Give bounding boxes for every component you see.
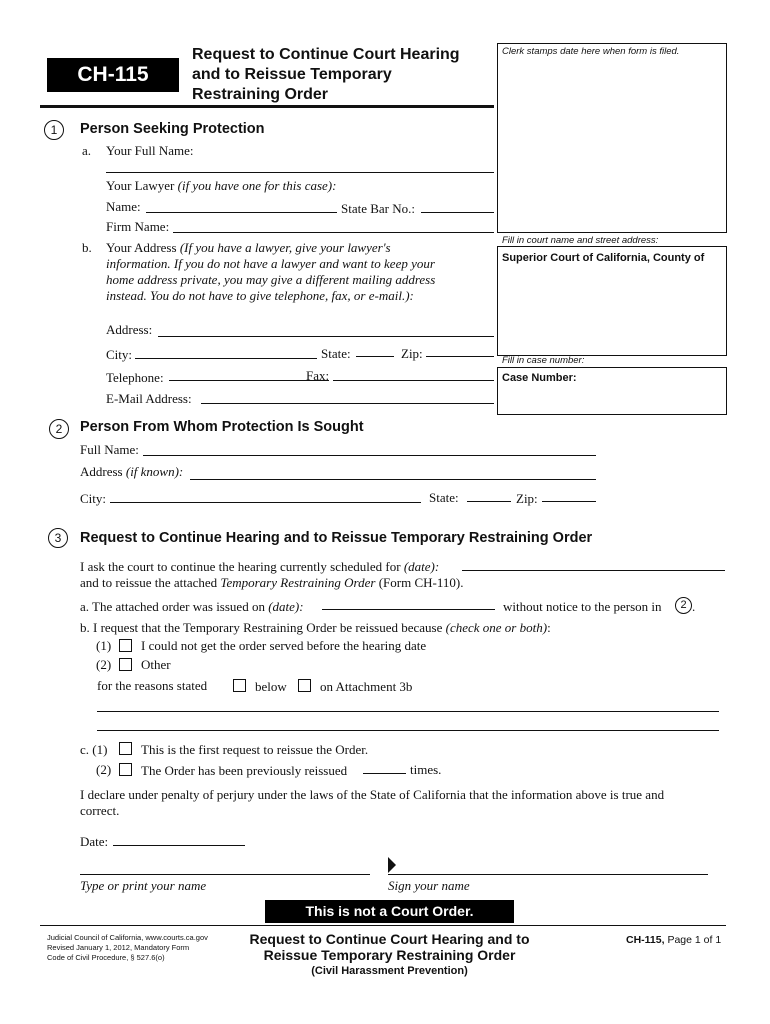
footer-page-info bbox=[626, 934, 721, 946]
section-3-title: Request to Continue Hearing and to Reissue Temporary Restraining Order bbox=[80, 530, 593, 546]
lawyer-name-input[interactable] bbox=[146, 198, 337, 212]
fax-line bbox=[333, 380, 494, 381]
restrained-city-label: City: bbox=[80, 491, 107, 506]
reasons-stated-label: for the reasons stated bbox=[97, 678, 208, 693]
fax-label: Fax: bbox=[306, 368, 330, 383]
state-label: State: bbox=[321, 346, 351, 361]
email-label: E-Mail Address: bbox=[106, 391, 192, 406]
state-bar-label: State Bar No.: bbox=[341, 201, 416, 216]
footer-rule bbox=[40, 925, 726, 926]
restrained-zip-input[interactable] bbox=[542, 487, 596, 501]
section-3-number: 3 bbox=[48, 528, 68, 548]
hearing-date-input[interactable] bbox=[462, 556, 725, 570]
item-3a-lead: a. The attached order was issued on bbox=[80, 599, 269, 614]
restrained-name-label: Full Name: bbox=[80, 442, 139, 457]
email-line bbox=[201, 403, 494, 404]
fax-input[interactable] bbox=[333, 366, 494, 380]
reissue-text bbox=[80, 575, 463, 591]
reason-2-checkbox[interactable] bbox=[119, 658, 132, 671]
header-rule bbox=[40, 105, 494, 108]
first-request-checkbox[interactable] bbox=[119, 742, 132, 755]
case-number-label: Case Number: bbox=[502, 372, 577, 384]
clerk-stamp-box bbox=[497, 43, 727, 233]
reissue-text-a: and to reissue the attached bbox=[80, 575, 221, 590]
signature-line bbox=[388, 874, 708, 875]
your-address-note-1: (If you have a lawyer, give your lawyer's bbox=[179, 240, 391, 255]
footer-subtitle: (Civil Harassment Prevention) bbox=[311, 965, 468, 977]
zip-label: Zip: bbox=[401, 346, 423, 361]
item-3b-lead: b. I request that the Temporary Restraining Order be reissued because bbox=[80, 620, 446, 635]
lawyer-name-line bbox=[146, 212, 337, 213]
lawyer-name-label: Name: bbox=[106, 199, 141, 214]
state-bar-input[interactable] bbox=[421, 198, 494, 212]
date-line bbox=[113, 845, 245, 846]
full-name-input[interactable] bbox=[106, 158, 494, 172]
item-3c-label: c. (1) bbox=[80, 742, 108, 757]
section-2-number: 2 bbox=[49, 419, 69, 439]
restrained-zip-line bbox=[542, 501, 596, 502]
order-issued-date-line bbox=[322, 609, 495, 610]
hearing-date-label: (date): bbox=[403, 559, 440, 574]
restrained-state-label: State: bbox=[429, 490, 459, 505]
form-title bbox=[192, 45, 460, 105]
court-name-label: Superior Court of California, County of bbox=[502, 252, 705, 264]
restrained-city-line bbox=[110, 502, 421, 503]
item-3a-text bbox=[80, 599, 304, 615]
telephone-label: Telephone: bbox=[106, 370, 164, 385]
restrained-state-input[interactable] bbox=[467, 487, 511, 501]
section-1-number: 1 bbox=[44, 120, 64, 140]
state-bar-line bbox=[421, 212, 494, 213]
reason-1-checkbox[interactable] bbox=[119, 639, 132, 652]
restrained-city-input[interactable] bbox=[110, 488, 421, 502]
reason-1-label: I could not get the order served before the hearing date bbox=[141, 638, 427, 653]
restrained-address-text: Address bbox=[80, 464, 126, 479]
print-name-input[interactable] bbox=[80, 860, 370, 874]
footer-citation-3: Code of Civil Procedure, § 527.6(o) bbox=[47, 953, 165, 962]
telephone-line bbox=[169, 380, 329, 381]
form-id-badge: CH-115 bbox=[47, 58, 179, 92]
print-name-line bbox=[80, 874, 370, 875]
city-input[interactable] bbox=[135, 344, 317, 358]
reissue-text-c: (Form CH-110). bbox=[375, 575, 464, 590]
declaration-line-1: I declare under penalty of perjury under the laws of the State of California that the information above is true and bbox=[80, 787, 665, 802]
reasons-attachment-label: on Attachment 3b bbox=[320, 679, 413, 694]
zip-input[interactable] bbox=[426, 342, 494, 356]
reasons-below-label: below bbox=[255, 679, 287, 694]
footer-title bbox=[227, 931, 552, 979]
lawyer-note: (if you have one for this case): bbox=[177, 178, 337, 193]
reason-2-number: (2) bbox=[96, 657, 112, 672]
restrained-address-input[interactable] bbox=[190, 465, 596, 479]
reissue-count-input[interactable] bbox=[363, 759, 406, 773]
signature-input[interactable] bbox=[400, 860, 708, 874]
state-input[interactable] bbox=[356, 342, 394, 356]
reason-1-number: (1) bbox=[96, 638, 112, 653]
section-1-title: Person Seeking Protection bbox=[80, 121, 265, 137]
previously-reissued-number: (2) bbox=[96, 762, 112, 777]
previously-reissued-label: The Order has been previously reissued bbox=[141, 763, 348, 778]
restrained-state-line bbox=[467, 501, 511, 502]
hearing-date-line bbox=[462, 570, 725, 571]
section-2-title: Person From Whom Protection Is Sought bbox=[80, 419, 364, 435]
hearing-request-lead: I ask the court to continue the hearing currently scheduled for bbox=[80, 559, 404, 574]
full-name-line bbox=[106, 172, 494, 173]
restrained-address-note: (if known): bbox=[125, 464, 184, 479]
footer-citation-1: Judicial Council of California, www.courts.ca.gov bbox=[47, 933, 208, 942]
reasons-attachment-checkbox[interactable] bbox=[298, 679, 311, 692]
zip-line bbox=[426, 356, 494, 357]
signature-label: Sign your name bbox=[388, 878, 470, 893]
item-1b-label: b. bbox=[82, 240, 92, 255]
sign-here-arrow-icon bbox=[388, 857, 396, 873]
title-line-1: Request to Continue Court Hearing bbox=[192, 46, 460, 63]
restrained-address-label bbox=[80, 464, 183, 480]
footer-form-id: CH-115, bbox=[626, 934, 665, 946]
firm-name-label: Firm Name: bbox=[106, 219, 170, 234]
without-notice-text: without notice to the person in bbox=[503, 599, 662, 614]
your-address-note-4: instead. You do not have to give telephone, fax, or e-mail.): bbox=[106, 288, 414, 303]
reasons-input-2[interactable] bbox=[97, 716, 719, 730]
restrained-zip-label: Zip: bbox=[516, 491, 538, 506]
address-line bbox=[158, 336, 494, 337]
item-1a-label: a. bbox=[82, 143, 92, 158]
reissue-text-b: Temporary Restraining Order bbox=[220, 575, 376, 590]
print-name-label: Type or print your name bbox=[80, 878, 207, 893]
case-number-box[interactable] bbox=[497, 367, 727, 415]
firm-name-line bbox=[173, 232, 494, 233]
item-3b-note: (check one or both) bbox=[445, 620, 548, 635]
reasons-input-1[interactable] bbox=[97, 697, 719, 711]
declaration-line-2: correct. bbox=[80, 803, 120, 818]
title-line-2: and to Reissue Temporary bbox=[192, 66, 392, 83]
footer-title-2: Reissue Temporary Restraining Order bbox=[263, 947, 516, 963]
state-line bbox=[356, 356, 394, 357]
order-issued-date-input[interactable] bbox=[322, 595, 495, 609]
address-input[interactable] bbox=[158, 322, 494, 336]
your-address-note-3: home address private, you may give a different mailing address bbox=[106, 272, 436, 287]
address-label: Address: bbox=[106, 322, 153, 337]
reissue-count-line bbox=[363, 773, 406, 774]
footer-page-number: Page 1 of 1 bbox=[664, 934, 722, 946]
without-notice-ref: 2 bbox=[675, 597, 692, 614]
date-input[interactable] bbox=[113, 831, 245, 845]
your-address-instructions bbox=[106, 240, 435, 304]
first-request-label: This is the first request to reissue the Order. bbox=[141, 742, 369, 757]
previously-reissued-checkbox[interactable] bbox=[119, 763, 132, 776]
footer-citation-2: Revised January 1, 2012, Mandatory Form bbox=[47, 943, 190, 952]
date-label: Date: bbox=[80, 834, 109, 849]
city-line bbox=[135, 358, 317, 359]
times-label: times. bbox=[410, 762, 442, 777]
footer-title-1: Request to Continue Court Hearing and to bbox=[249, 931, 530, 947]
email-input[interactable] bbox=[201, 389, 494, 403]
title-line-3: Restraining Order bbox=[192, 86, 329, 103]
city-label: City: bbox=[106, 347, 133, 362]
item-3a-date-label: (date): bbox=[268, 599, 304, 614]
declaration-text bbox=[80, 787, 664, 819]
without-notice-period: . bbox=[692, 599, 696, 614]
firm-name-input[interactable] bbox=[173, 218, 494, 232]
clerk-stamp-note: Clerk stamps date here when form is filed. bbox=[502, 46, 680, 57]
reasons-line-2 bbox=[97, 730, 719, 731]
court-name-box[interactable] bbox=[497, 246, 727, 356]
not-court-order-banner: This is not a Court Order. bbox=[265, 900, 514, 923]
lawyer-label bbox=[106, 178, 336, 194]
item-3b-colon: : bbox=[547, 620, 551, 635]
restrained-address-line bbox=[190, 479, 596, 480]
restrained-name-input[interactable] bbox=[143, 441, 596, 455]
footer-citation bbox=[47, 933, 208, 963]
telephone-input[interactable] bbox=[169, 366, 329, 380]
your-address-note-2: information. If you do not have a lawyer and want to keep your bbox=[106, 256, 435, 271]
court-name-hint: Fill in court name and street address: bbox=[502, 235, 659, 246]
hearing-request-text bbox=[80, 559, 439, 575]
your-address-text: Your Address bbox=[106, 240, 180, 255]
reason-2-label: Other bbox=[141, 657, 171, 672]
case-number-hint: Fill in case number: bbox=[502, 355, 585, 366]
full-name-label: Your Full Name: bbox=[106, 143, 194, 158]
reasons-below-checkbox[interactable] bbox=[233, 679, 246, 692]
item-3b-text bbox=[80, 620, 551, 636]
restrained-name-line bbox=[143, 455, 596, 456]
reasons-line-1 bbox=[97, 711, 719, 712]
lawyer-text: Your Lawyer bbox=[106, 178, 178, 193]
